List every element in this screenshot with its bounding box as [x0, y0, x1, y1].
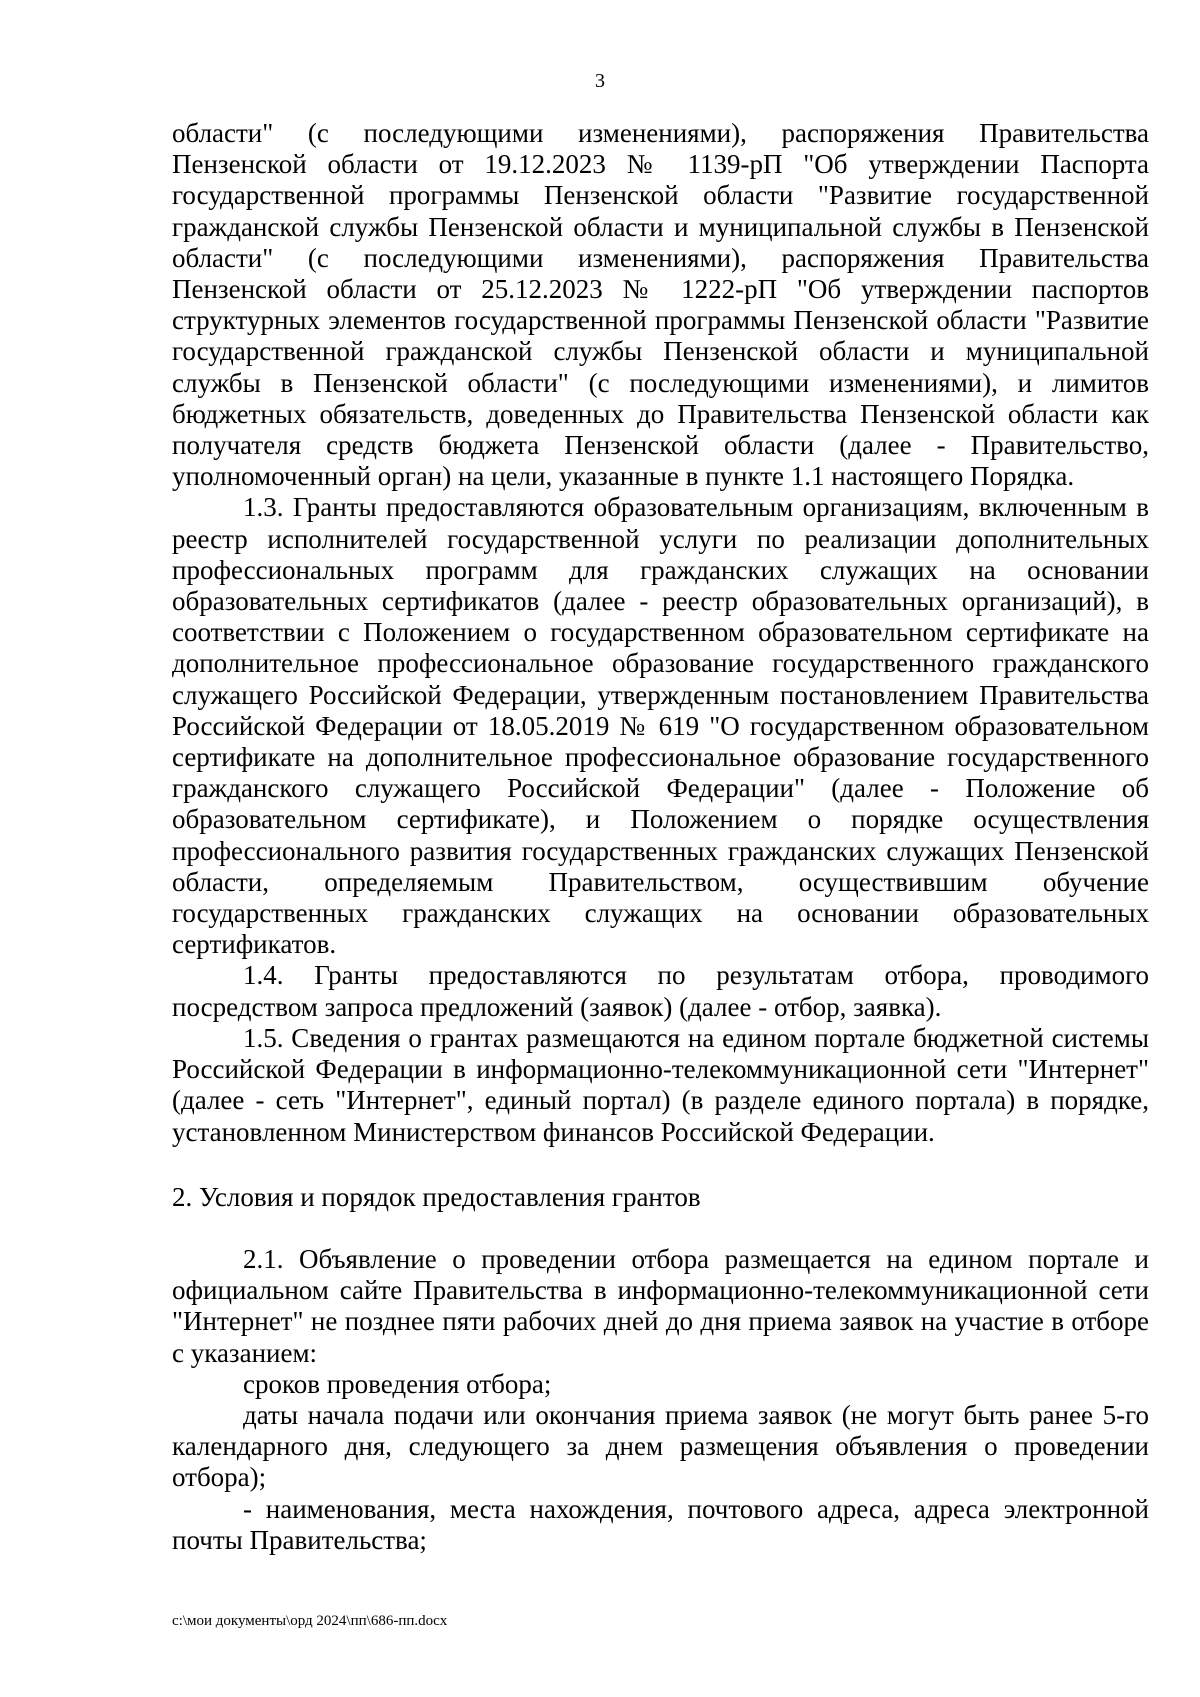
paragraph-1-3: 1.3. Гранты предоставляются образовательным организациям, включенным в реестр исполнителей государственной услуги по реализации дополнительных профессиональных программ для гражданских служащих на основании образовательных сертификатов (далее - реестр образовательных организаций), в соответствии с Положением о государственном образовательном сертификате на дополнительное профессиональное образование государственного гражданского служащего Российской Федерации, утвержденным постановлением Правительства Российской Федерации от 18.05.2019 № 619 "О государственном образовательном сертификате на дополнительное профессиональное образование государственного гражданского служащего Российской Федерации" (далее - Положение об образовательном сертификате), и Положением о порядке осуществления профессионального развития государственных гражданских служащих Пензенской области, определяемым Правительством, осуществившим обучение государственных гражданских служащих на основании образовательных сертификатов. — [172, 492, 1149, 960]
list-item-government-contacts: - наименования, места нахождения, почтового адреса, адреса электронной почты Правительства; — [172, 1493, 1149, 1555]
list-item-application-dates: даты начала подачи или окончания приема заявок (не могут быть ранее 5-го календарного дня, следующего за днем размещения объявления о проведении отбора); — [172, 1399, 1149, 1493]
paragraph-1-5: 1.5. Сведения о грантах размещаются на едином портале бюджетной системы Российской Федерации в информационно-телекоммуникационной сети "Интернет" (далее - сеть "Интернет", единый портал) (в разделе единого портала) в порядке, установленном Министерством финансов Российской Федерации. — [172, 1022, 1149, 1147]
paragraph-2-1: 2.1. Объявление о проведении отбора размещается на едином портале и официальном сайте Правительства в информационно-телекоммуникационной сети "Интернет" не позднее пяти рабочих дней до дня приема заявок на участие в отборе с указанием: — [172, 1243, 1149, 1368]
section-heading: 2. Условия и порядок предоставления грантов — [172, 1181, 701, 1212]
document-body — [172, 118, 1149, 1556]
paragraph-continuation: области" (с последующими изменениями), распоряжения Правительства Пензенской области от 19.12.2023 № 1139-рП "Об утверждении Паспорта государственной программы Пензенской области "Развитие государственной гражданской службы Пензенской области и муниципальной службы в Пензенской области" (с последующими изменениями), распоряжения Правительства Пензенской области от 25.12.2023 № 1222-рП "Об утверждении паспортов структурных элементов государственной программы Пензенской области "Развитие государственной гражданской службы Пензенской области и муниципальной службы в Пензенской области" (с последующими изменениями), и лимитов бюджетных обязательств, доведенных до Правительства Пензенской области как получателя средств бюджета Пензенской области (далее - Правительство, уполномоченный орган) на цели, указанные в пункте 1.1 настоящего Порядка. — [172, 118, 1149, 492]
list-item-selection-terms: сроков проведения отбора; — [243, 1368, 552, 1399]
page-number: 3 — [595, 70, 605, 92]
paragraph-1-4: 1.4. Гранты предоставляются по результатам отбора, проводимого посредством запроса предложений (заявок) (далее - отбор, заявка). — [172, 960, 1149, 1022]
footer-file-path: c:\мои документы\орд 2024\пп\686-пп.docx — [172, 1613, 448, 1629]
